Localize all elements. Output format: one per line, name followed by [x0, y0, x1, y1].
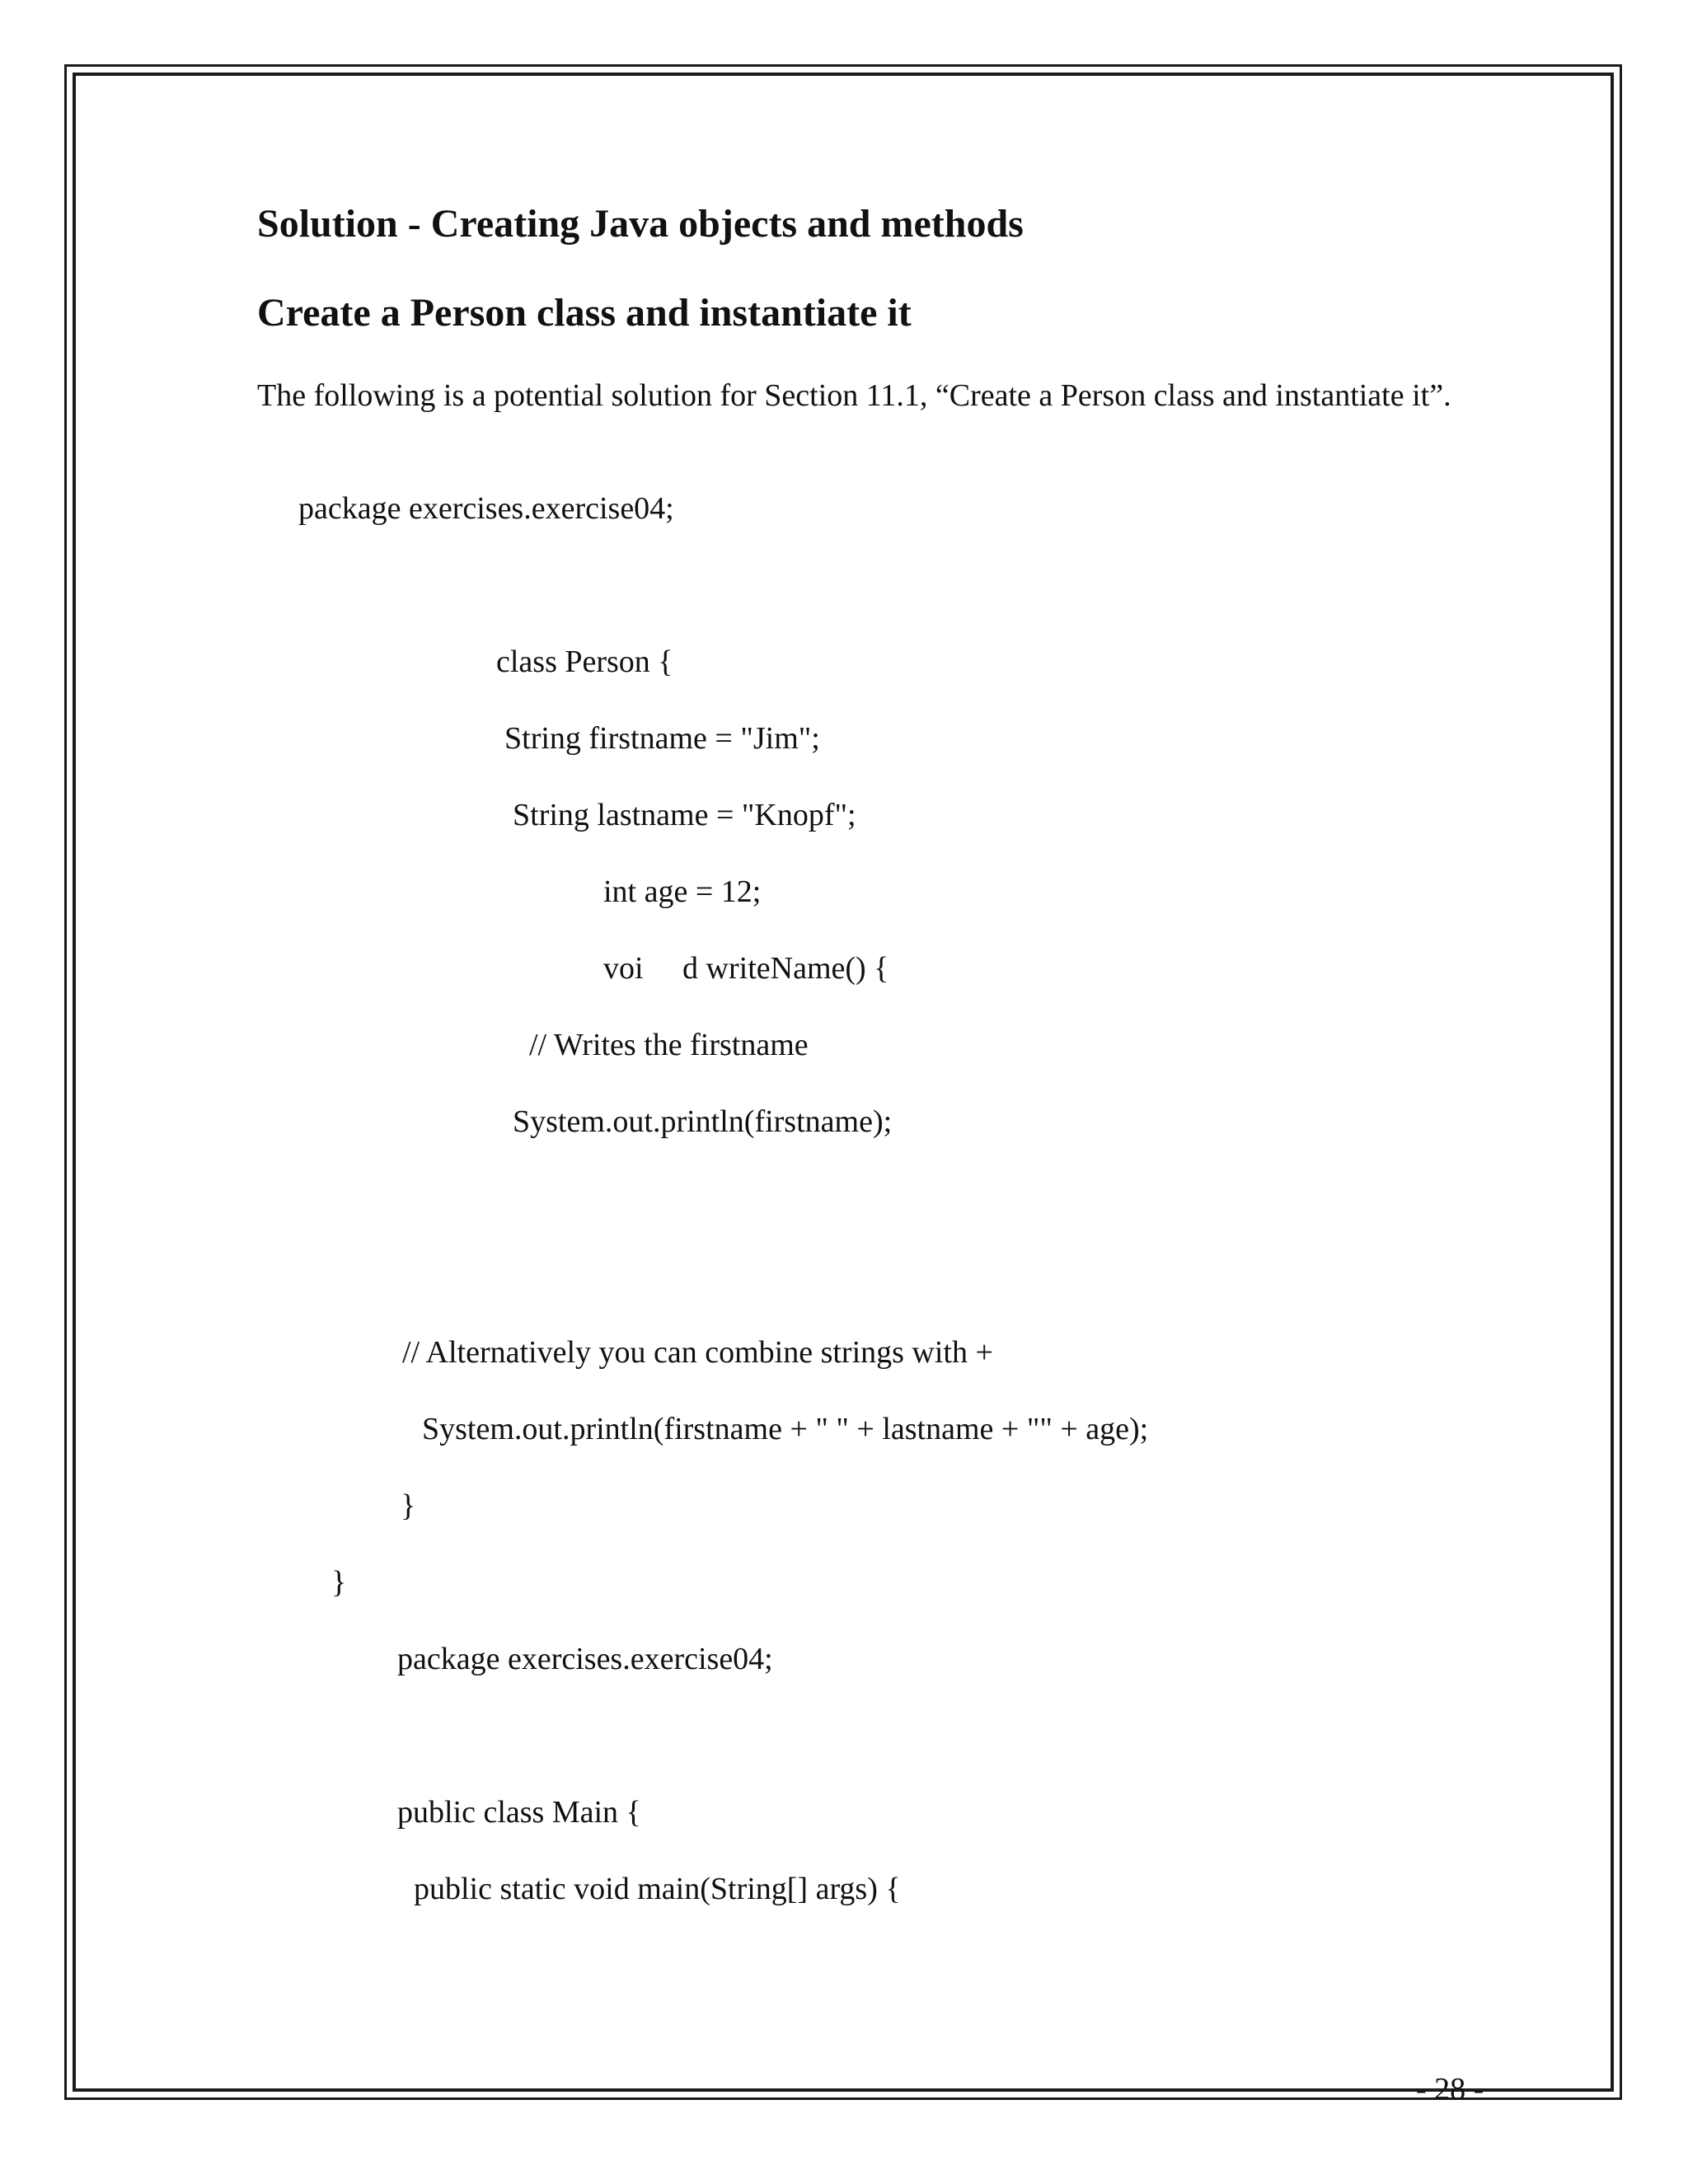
- code-line: voi d writeName() {: [603, 951, 889, 986]
- solution-heading: Solution - Creating Java objects and methods: [257, 202, 1024, 246]
- code-line: }: [401, 1488, 416, 1523]
- code-line: }: [331, 1565, 347, 1600]
- intro-paragraph: The following is a potential solution for Section 11.1, “Create a Person class and instantiate it”.: [257, 378, 1451, 413]
- code-line: int age = 12;: [603, 874, 762, 909]
- code-line: class Person {: [496, 644, 673, 679]
- code-line: package exercises.exercise04;: [298, 491, 674, 526]
- section-heading: Create a Person class and instantiate it: [257, 291, 912, 335]
- code-line: package exercises.exercise04;: [397, 1642, 773, 1676]
- code-line: // Alternatively you can combine strings with +: [402, 1335, 993, 1370]
- code-line: // Writes the firstname: [529, 1028, 809, 1062]
- page-number: - 28 -: [1416, 2072, 1484, 2107]
- code-line: public static void main(String[] args) {: [414, 1872, 901, 1906]
- page-border-inner: [73, 73, 1614, 2092]
- code-line: String firstname = "Jim";: [504, 721, 820, 756]
- code-line: String lastname = "Knopf";: [513, 798, 856, 832]
- code-line: System.out.println(firstname);: [513, 1104, 893, 1139]
- code-line: System.out.println(firstname + " " + lastname + "" + age);: [422, 1412, 1149, 1446]
- code-line: public class Main {: [397, 1795, 641, 1830]
